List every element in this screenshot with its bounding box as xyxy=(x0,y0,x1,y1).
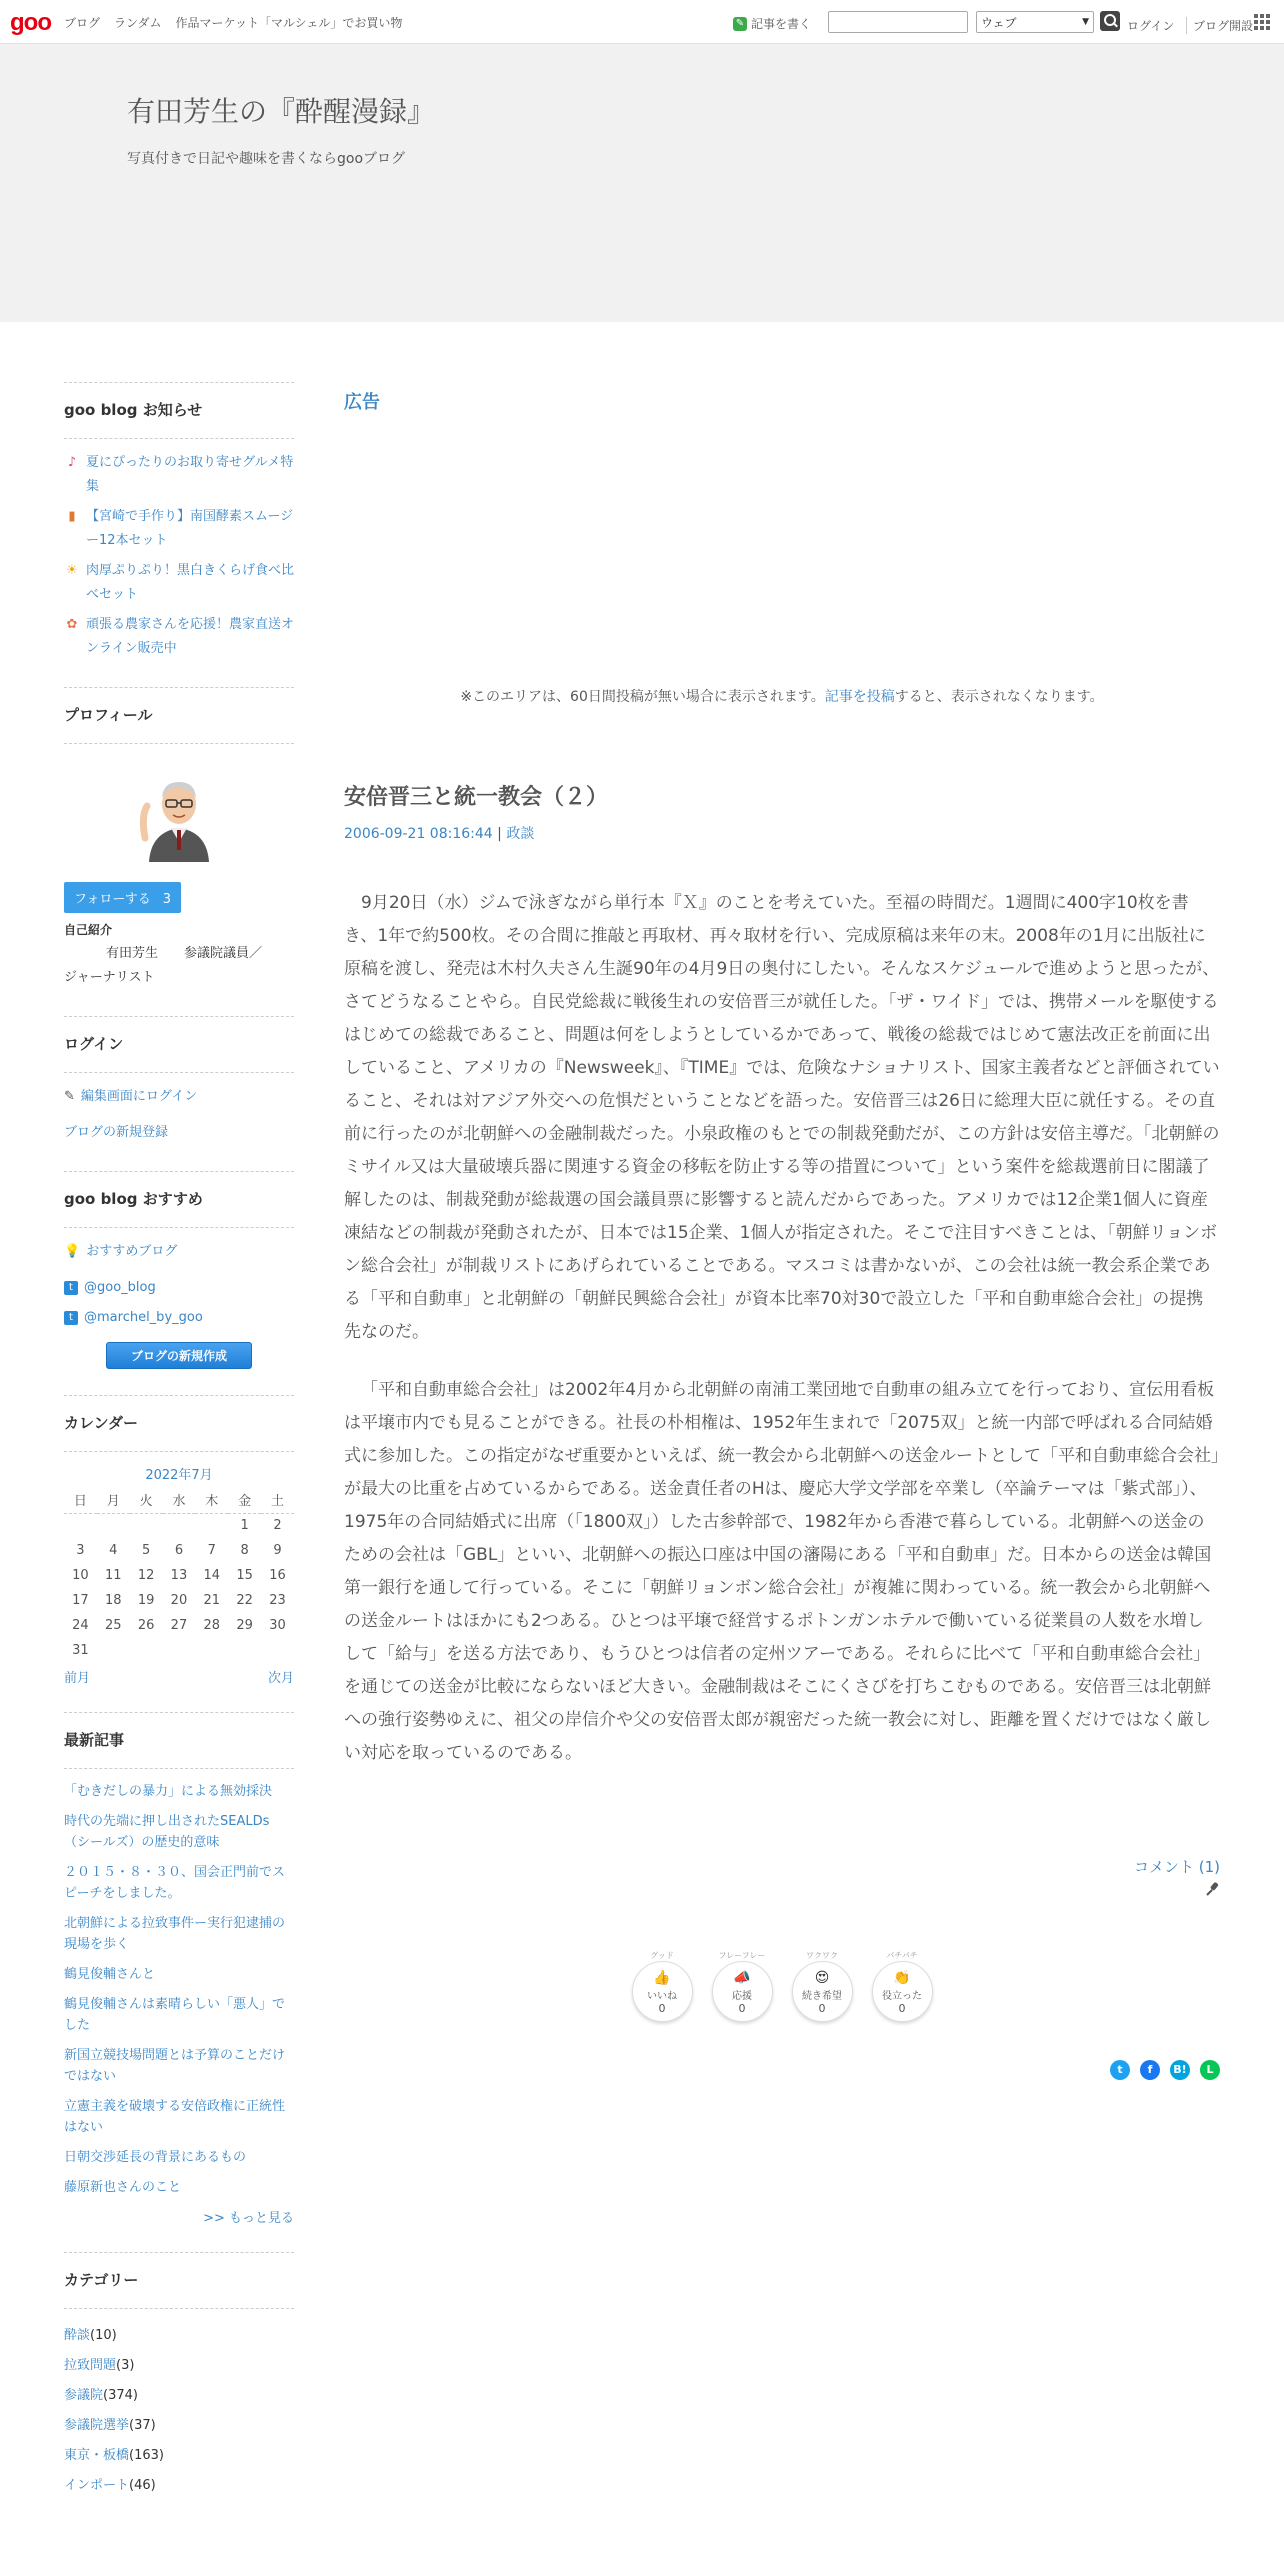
recent-item[interactable]: 北朝鮮による拉致事件ー実行犯逮捕の現場を歩く xyxy=(64,1916,286,1952)
calendar-day: 27 xyxy=(170,1618,188,1633)
category-item[interactable] xyxy=(64,2381,294,2411)
calendar-day xyxy=(97,1638,130,1663)
notice-link[interactable]: 頑張る農家さんを応援！農家直送オンライン販売中 xyxy=(86,617,295,656)
follow-button[interactable] xyxy=(64,882,181,913)
blog-open-link[interactable]: ブログ開設 xyxy=(1186,17,1253,34)
category-count: (163) xyxy=(129,2448,164,2463)
reaction-button[interactable] xyxy=(632,1951,693,2022)
calendar-day xyxy=(261,1638,294,1663)
login-link[interactable]: ログイン xyxy=(1127,19,1175,33)
facebook-icon[interactable]: f xyxy=(1140,2060,1160,2080)
calendar-day xyxy=(97,1513,130,1538)
calendar-day: 14 xyxy=(203,1568,221,1583)
calendar-table xyxy=(64,1487,294,1663)
sidebar xyxy=(64,382,294,2527)
calendar-weekday: 木 xyxy=(195,1487,228,1513)
pencil-icon: ✎ xyxy=(64,1089,75,1104)
blog-title[interactable]: 有田芳生の『酔醒漫録』 xyxy=(127,95,436,128)
category-link[interactable]: インポート xyxy=(64,2478,130,2493)
category-title: カテゴリー xyxy=(64,2252,294,2309)
reaction-label: いいね xyxy=(647,1991,677,2002)
calendar-day: 16 xyxy=(269,1568,286,1583)
flower-icon: ✿ xyxy=(66,617,78,632)
nav-blog[interactable]: ブログ xyxy=(64,16,101,30)
reaction-button[interactable] xyxy=(712,1951,773,2022)
recent-item[interactable]: 時代の先端に押し出されたSEALDs（シールズ）の歴史的意味 xyxy=(64,1814,270,1850)
recent-section xyxy=(64,1712,294,2226)
post-article-link[interactable]: 記事を投稿 xyxy=(824,689,895,705)
twitter-marchel-link[interactable] xyxy=(64,1306,294,1330)
category-link[interactable]: 参議院選挙 xyxy=(64,2418,130,2433)
calendar-day: 8 xyxy=(240,1543,249,1558)
reaction-count: 0 xyxy=(658,2002,666,2015)
reaction-tag: ワクワク xyxy=(806,1951,838,1960)
reaction-emoji-icon: 👏 xyxy=(893,1970,911,1986)
calendar-weekday: 土 xyxy=(261,1487,294,1513)
recent-item[interactable]: 日朝交渉延長の背景にあるもの xyxy=(64,2150,247,2165)
post-paragraph: 9月20日（水）ジムで泳ぎながら単行本『Ｘ』のことを考えていた。至福の時間だ。1週間に400字10枚を書き、1年で約500枚。その合間に推敲と再取材、再々取材を行い、完成原稿は来年の末。2008年の1月に出版社に原稿を渡し、発売は木村久夫さん生誕90年の4月9日の奥付にしたい。そんなスケジュールで進めようと思ったが、さてどうなることやら。自民党総裁に戦後生れの安倍晋三が就任した。「ザ・ワイド」では、携帯メールを駆使するはじめての総裁であること、問題は何をしようとしているかであって、戦後の総裁ではじめて憲法改正を前面に出していること、アメリカの『Newsweek』、『TIME』では、危険なナショナリスト、国家主義者などと評価されていること、それは対アジア外交への危惧だということなどを語った。安倍晋三は26日に総理大臣に就任する。その直前に行ったのが北朝鮮への金融制裁だった。小泉政権のもとでの制裁発動だが、この方針は安倍主導だ。「北朝鮮のミサイル又は大量破壊兵器に関連する資金の移転を防止する等の措置について」という案件を総裁選前日に閣議了解したのは、制裁発動が総裁選の国会議員票に影響すると読んだからであった。アメリカでは12企業1個人に資産凍結などの制裁が発動されたが、日本では15企業、1個人が指定された。そこで注目すべきことは、「朝鮮リョンボン総合会社」が制裁リストにあげられていることである。マスコミは書かないが、この会社は統一教会系企業である「平和自動車」と北朝鮮の「朝鮮民興総合会社」が資本比率70対30で設立した「平和自動車総合会社」の提携先なのだ。 xyxy=(344,893,1220,1342)
twitter-icon: t xyxy=(64,1281,78,1295)
search-scope-value: ウェブ xyxy=(981,15,1017,30)
pencil-icon: ✎ xyxy=(733,17,747,31)
reaction-button[interactable] xyxy=(872,1951,933,2022)
meta-separator: | xyxy=(492,826,507,842)
reaction-count: 0 xyxy=(818,2002,826,2015)
calendar-week xyxy=(64,1513,294,1538)
category-count: (46) xyxy=(129,2478,156,2493)
calendar-day: 19 xyxy=(137,1593,155,1608)
notice-link[interactable]: 夏にぴったりのお取り寄せグルメ特集 xyxy=(86,455,294,494)
calendar-day: 15 xyxy=(236,1568,253,1583)
blog-header xyxy=(0,44,1284,322)
twitter-goo-blog-label: @goo_blog xyxy=(84,1280,156,1295)
calendar-day: 23 xyxy=(269,1593,286,1608)
ad-note-post: すると、表示されなくなります。 xyxy=(894,689,1104,705)
category-link[interactable]: 拉致問題 xyxy=(64,2358,117,2373)
calendar-weekday: 水 xyxy=(163,1487,196,1513)
calendar-day: 22 xyxy=(236,1593,253,1608)
reaction-label: 応援 xyxy=(732,1991,752,2002)
calendar-day: 1 xyxy=(240,1518,249,1534)
post-category-link[interactable]: 政談 xyxy=(506,826,535,842)
intro-line-1: 有田芳生 参議院議員／ xyxy=(106,946,263,961)
recent-item[interactable]: ２０１５・８・３０、国会正門前でスピーチをしました。 xyxy=(64,1865,286,1901)
notice-item[interactable] xyxy=(64,451,294,499)
reaction-button[interactable] xyxy=(792,1951,853,2022)
login-title: ログイン xyxy=(64,1016,294,1073)
chevron-down-icon: ▼ xyxy=(1082,17,1089,27)
recent-item[interactable]: 鶴見俊輔さんは素晴らしい「悪人」でした xyxy=(64,1997,286,2033)
calendar-month[interactable]: 2022年7月 xyxy=(145,1468,213,1483)
calendar-day: 28 xyxy=(203,1618,221,1633)
recent-item[interactable]: 立憲主義を破壊する安倍政権に正統性はない xyxy=(64,2099,286,2135)
calendar-prev-link[interactable]: 前月 xyxy=(64,1671,91,1686)
reaction-buttons xyxy=(344,1951,1220,2022)
calendar-day xyxy=(64,1513,97,1538)
recent-item[interactable]: 鶴見俊輔さんと xyxy=(64,1967,156,1982)
line-icon[interactable]: L xyxy=(1200,2060,1220,2080)
register-link[interactable]: ブログの新規登録 xyxy=(64,1125,169,1140)
reaction-emoji-icon: 👍 xyxy=(653,1970,671,1986)
calendar-day: 2 xyxy=(273,1518,282,1534)
category-count: (37) xyxy=(129,2418,156,2433)
calendar-day: 12 xyxy=(137,1568,155,1583)
calendar-day: 11 xyxy=(104,1568,122,1583)
calendar-day xyxy=(130,1638,163,1663)
calendar-week xyxy=(64,1638,294,1663)
calendar-day: 6 xyxy=(174,1543,184,1558)
category-item[interactable] xyxy=(64,2471,294,2501)
avatar xyxy=(131,766,227,862)
post-paragraph: 「平和自動車総合会社」は2002年4月から北朝鮮の南浦工業団地で自動車の組み立てを行っており、宣伝用看板は平壌市内でも見ることができる。社長の朴相権は、1952年生まれで「2075双」と統一内部で呼ばれる合同結婚式に参加した。この指定がなぜ重要かといえば、統一教会から北朝鮮への送金ルートとして「平和自動車総合会社」が最大の比重を占めているからである。送金責任者のHは、慶応大学文学部を卒業し（卒論テーマは「紫式部」）、1975年の合同結婚式に出席（「1800双」）した古参幹部で、1982年から香港で暮らしている。北朝鮮への送金のための会社は「GBL」といい、北朝鮮への振込口座は中国の瀋陽にある「平和自動車」だ。日本からの送金は韓国第一銀行を通して行っている。そこに「朝鮮リョンボン総合会社」が複雑に関わっている。統一教会から北朝鮮への送金ルートはほかにも2つある。ひとつは平壌で経営するポトンガンホテルで働いている従業員の人数を水増しして「給与」を送る方法であり、もうひとつは信者の定州ツアーである。それらに比べて「平和自動車総合会社」を通じての送金が比較にならないほど大きい。金融制裁はそこにくさびを打ちこむものである。安倍晋三は北朝鮮への強行姿勢ゆえに、祖父の岸信介や父の安倍晋太郎が親密だった統一教会に対し、距離を置くだけではなく厳しい対応を取っているのである。 xyxy=(344,1380,1220,1763)
category-item[interactable] xyxy=(64,2411,294,2441)
write-article-label: 記事を書く xyxy=(751,17,812,31)
category-count: (3) xyxy=(116,2358,135,2373)
calendar-weekday: 金 xyxy=(228,1487,261,1513)
calendar-day: 20 xyxy=(170,1593,188,1608)
notice-title: goo blog お知らせ xyxy=(64,382,294,439)
calendar-day xyxy=(163,1638,196,1663)
calendar-day: 18 xyxy=(104,1593,122,1608)
microphone-icon[interactable] xyxy=(344,1881,1220,1899)
reaction-label: 役立った xyxy=(882,1991,922,2002)
calendar-day: 5 xyxy=(141,1543,151,1558)
recent-item[interactable]: 新国立競技場問題とは予算のことだけではない xyxy=(64,2048,286,2084)
intro-text xyxy=(64,942,294,990)
edit-login-link[interactable] xyxy=(64,1085,294,1109)
reaction-count: 0 xyxy=(898,2002,906,2015)
recommend-blog-label: おすすめブログ xyxy=(86,1244,178,1259)
notice-section xyxy=(64,382,294,661)
post-title[interactable]: 安倍晋三と統一教会（２） xyxy=(344,785,609,810)
calendar-day: 17 xyxy=(72,1593,89,1608)
more-link[interactable]: >> もっと見る xyxy=(203,2211,294,2226)
calendar-day: 7 xyxy=(207,1543,216,1558)
reaction-label: 続き希望 xyxy=(802,1991,842,2002)
follow-label: フォローする xyxy=(74,892,151,907)
calendar-weekday: 月 xyxy=(97,1487,130,1513)
calendar-section xyxy=(64,1395,294,1686)
twitter-icon[interactable]: t xyxy=(1110,2060,1130,2080)
top-bar xyxy=(0,0,1284,44)
category-item[interactable] xyxy=(64,2351,294,2381)
twitter-goo-blog-link[interactable] xyxy=(64,1276,294,1300)
recent-item[interactable]: 藤原新也さんのこと xyxy=(64,2180,182,2195)
reaction-emoji-icon: 😍 xyxy=(814,1970,830,1986)
reaction-count: 0 xyxy=(738,2002,746,2015)
new-blog-button[interactable]: ブログの新規作成 xyxy=(106,1342,252,1369)
search-scope-select[interactable] xyxy=(976,11,1094,33)
calendar-nav xyxy=(64,1667,294,1686)
post-meta xyxy=(344,823,1220,843)
grid-menu-icon[interactable] xyxy=(1254,14,1270,30)
category-item[interactable] xyxy=(64,2441,294,2471)
category-count: (10) xyxy=(90,2328,117,2343)
login-section xyxy=(64,1016,294,1145)
drink-icon: ▮ xyxy=(68,509,76,524)
calendar-day: 21 xyxy=(203,1593,221,1608)
nav-marchel[interactable]: 作品マーケット「マルシェル」でお買い物 xyxy=(175,16,403,30)
ad-note-pre: ※このエリアは、60日間投稿が無い場合に表示されます。 xyxy=(460,689,825,705)
main-content xyxy=(344,382,1220,2080)
sun-icon: ☀ xyxy=(66,563,78,578)
calendar-day xyxy=(163,1513,196,1538)
calendar-weekday: 日 xyxy=(64,1487,97,1513)
calendar-day: 25 xyxy=(104,1618,122,1633)
recommend-section xyxy=(64,1171,294,1369)
reaction-tag: フレーフレー xyxy=(718,1951,766,1960)
music-note-icon: ♪ xyxy=(67,455,77,470)
category-section xyxy=(64,2252,294,2501)
calendar-weekday: 火 xyxy=(130,1487,163,1513)
calendar-day: 26 xyxy=(137,1618,155,1633)
recommend-title: goo blog おすすめ xyxy=(64,1171,294,1228)
calendar-week xyxy=(64,1538,294,1563)
calendar-week xyxy=(64,1613,294,1638)
reaction-tag: パチパチ xyxy=(886,1951,918,1960)
recent-title: 最新記事 xyxy=(64,1712,294,1769)
reaction-emoji-icon: 📣 xyxy=(733,1970,751,1986)
reaction-tag: グッド xyxy=(650,1951,674,1960)
calendar-day: 4 xyxy=(109,1543,118,1558)
calendar-day: 13 xyxy=(170,1568,188,1583)
profile-title: プロフィール xyxy=(64,687,294,744)
blog-subtitle: 写真付きで日記や趣味を書くならgooブログ xyxy=(127,151,406,167)
search-button[interactable] xyxy=(1100,11,1120,31)
hatena-icon[interactable]: B! xyxy=(1170,2060,1190,2080)
notice-item[interactable] xyxy=(64,559,294,607)
category-link[interactable]: 参議院 xyxy=(64,2388,104,2403)
notice-item[interactable] xyxy=(64,613,294,661)
calendar-day xyxy=(195,1513,228,1538)
category-link[interactable]: 酔談 xyxy=(64,2328,91,2343)
recommend-blog-link[interactable] xyxy=(64,1240,294,1264)
intro-line-2: ジャーナリスト xyxy=(64,970,155,985)
calendar-week xyxy=(64,1588,294,1613)
top-nav xyxy=(64,14,402,31)
ad-note xyxy=(344,686,1220,706)
ad-label: 広告 xyxy=(344,392,380,413)
nav-random[interactable]: ランダム xyxy=(114,16,162,30)
lightbulb-icon: 💡 xyxy=(64,1244,81,1259)
comment-link[interactable]: コメント (1) xyxy=(1133,1858,1220,1876)
calendar-next-link[interactable]: 次月 xyxy=(267,1671,294,1686)
calendar-day: 31 xyxy=(72,1643,89,1658)
profile-section xyxy=(64,687,294,990)
category-count: (374) xyxy=(103,2388,138,2403)
notice-link[interactable]: 【宮崎で手作り】南国酵素スムージー12本セット xyxy=(86,509,294,548)
intro-label: 自己紹介 xyxy=(64,923,113,937)
write-article-link[interactable] xyxy=(733,15,811,32)
twitter-marchel-label: @marchel_by_goo xyxy=(84,1310,203,1325)
notice-item[interactable] xyxy=(64,505,294,553)
calendar-day: 24 xyxy=(72,1618,89,1633)
calendar-day: 10 xyxy=(72,1568,89,1583)
category-item[interactable] xyxy=(64,2321,294,2351)
twitter-icon: t xyxy=(64,1311,78,1325)
notice-link[interactable]: 肉厚ぷりぷり！黒白きくらげ食べ比べセット xyxy=(86,563,295,602)
calendar-day: 29 xyxy=(236,1618,253,1633)
calendar-day xyxy=(195,1638,228,1663)
calendar-day xyxy=(130,1513,163,1538)
search-input[interactable] xyxy=(828,11,968,33)
follow-count: 3 xyxy=(162,892,171,907)
calendar-title: カレンダー xyxy=(64,1395,294,1452)
calendar-week xyxy=(64,1563,294,1588)
edit-login-label: 編集画面にログイン xyxy=(80,1089,198,1104)
calendar-day: 30 xyxy=(269,1618,286,1633)
share-buttons xyxy=(344,2060,1220,2080)
calendar-day xyxy=(228,1638,261,1663)
calendar-day: 3 xyxy=(76,1543,85,1558)
calendar-day: 9 xyxy=(273,1543,282,1558)
goo-logo[interactable]: goo xyxy=(10,9,51,36)
recent-item[interactable]: 「むきだしの暴力」による無効採決 xyxy=(64,1784,273,1799)
category-link[interactable]: 東京・板橋 xyxy=(64,2448,130,2463)
post-date[interactable]: 2006-09-21 08:16:44 xyxy=(344,826,493,842)
